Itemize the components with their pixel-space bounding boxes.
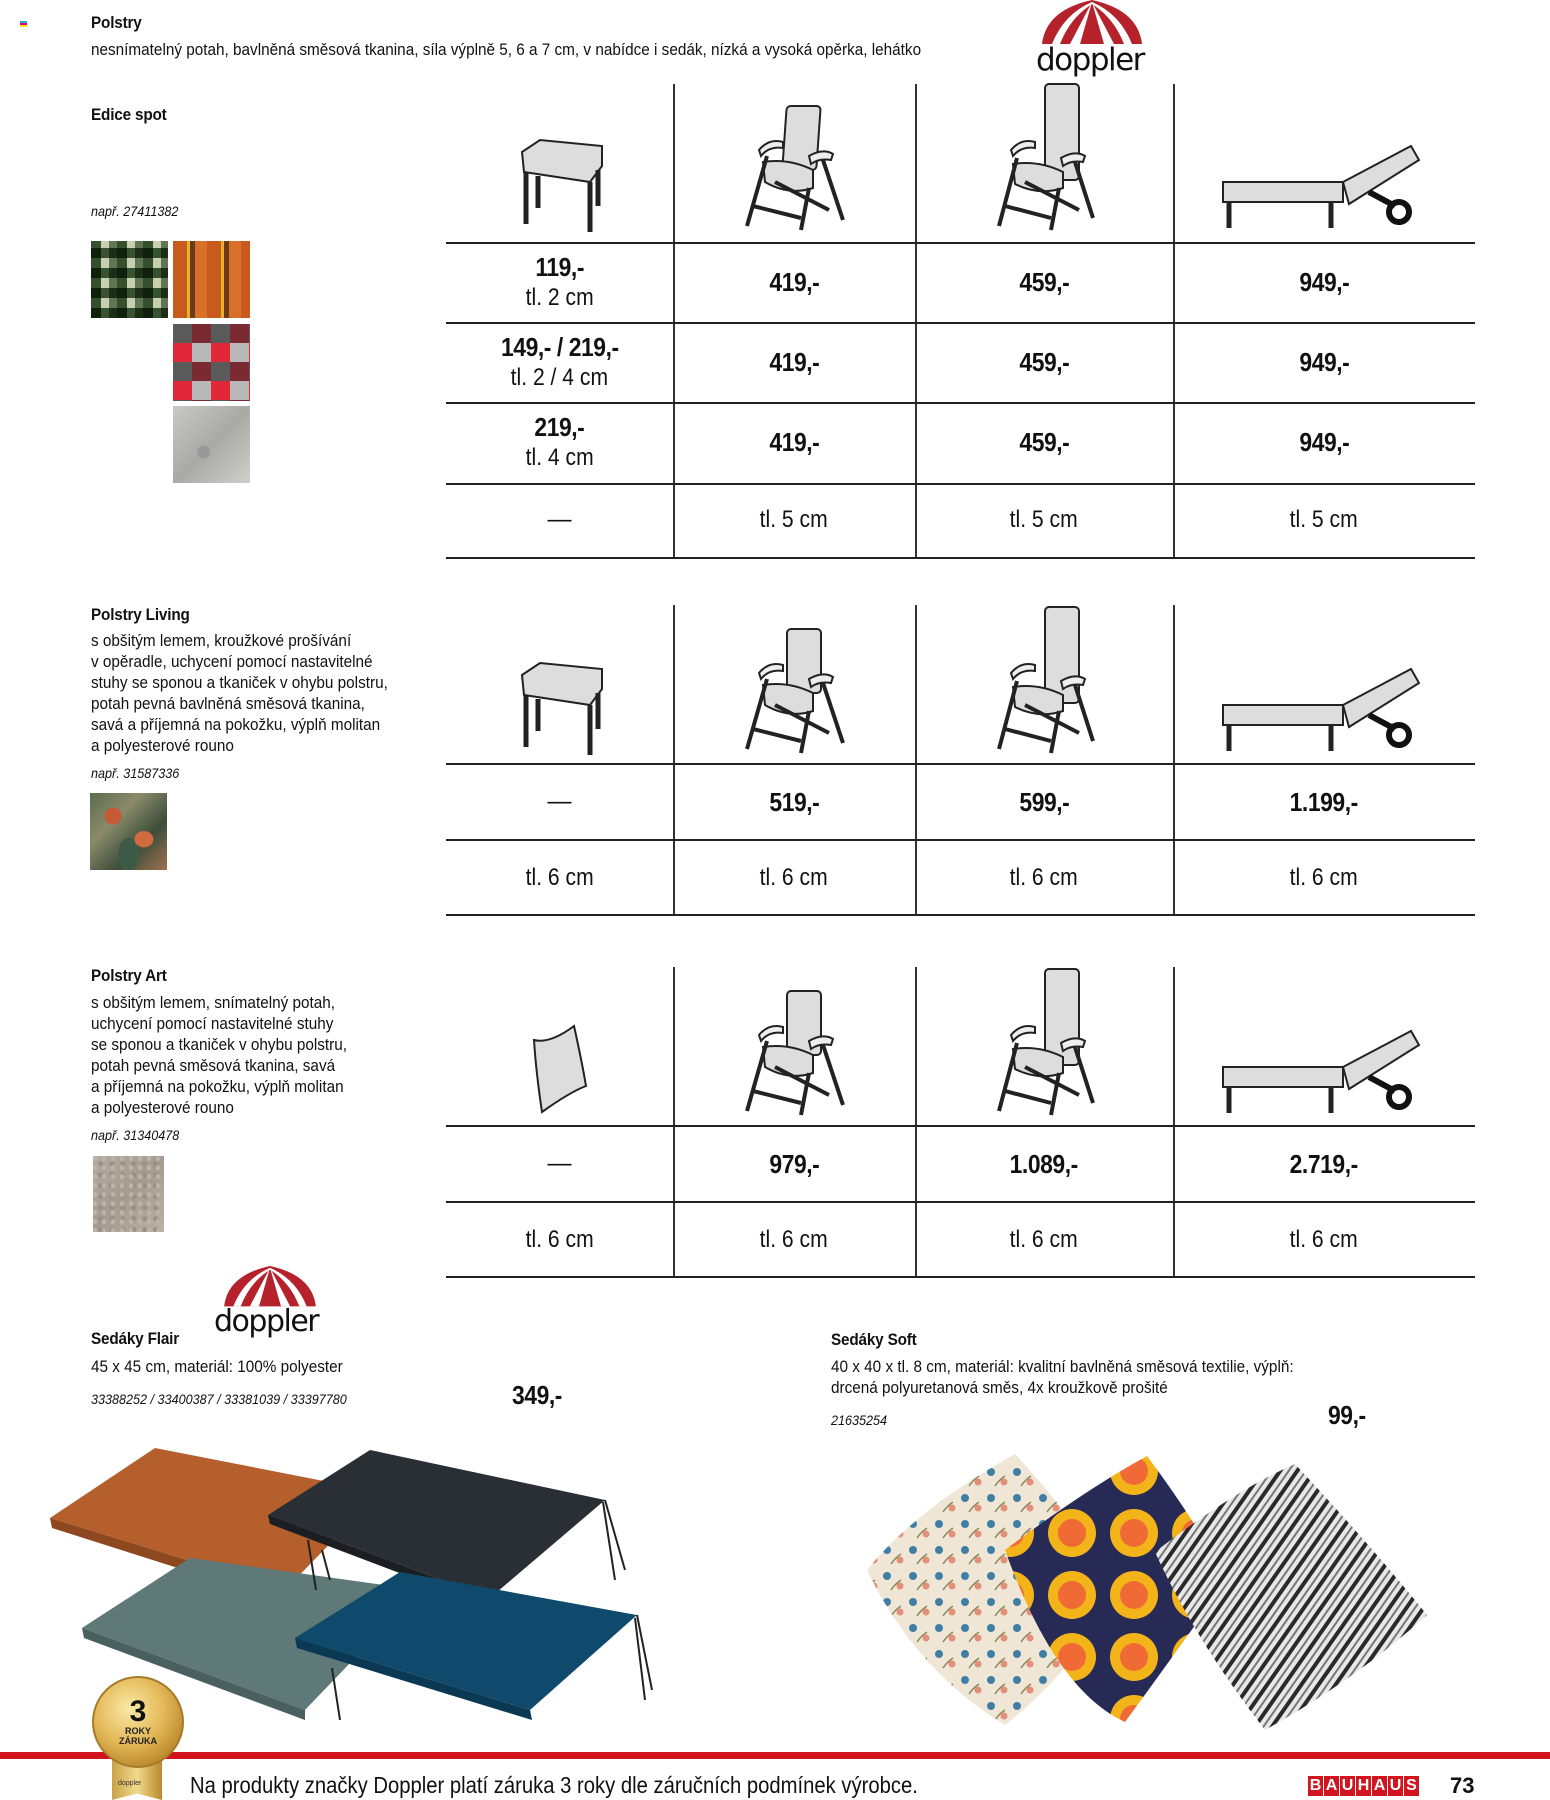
thickness: tl. 5 cm — [1289, 506, 1359, 533]
badge-number: 3 — [129, 1695, 147, 1728]
table-cell — [1173, 841, 1475, 914]
high-chair-icon — [915, 605, 1173, 755]
table-cell — [446, 841, 673, 914]
table-cell — [1173, 483, 1475, 557]
thickness: tl. 6 cm — [525, 1225, 594, 1253]
footer-accent-bar — [0, 1752, 1550, 1759]
table-cell — [915, 483, 1173, 557]
price: 519,- — [769, 786, 819, 817]
product-ref: 21635254 — [831, 1412, 888, 1428]
page-number: 73 — [1450, 1773, 1475, 1798]
table-cell — [673, 402, 915, 482]
table-cell — [915, 242, 1173, 322]
table-cell — [446, 1203, 673, 1276]
thickness: tl. 6 cm — [1289, 863, 1359, 891]
low-chair-icon — [673, 605, 915, 755]
table-cell — [915, 1127, 1173, 1201]
bauhaus-logo: B A U H A U S — [1308, 1776, 1419, 1796]
lounger-icon — [1173, 84, 1475, 232]
thickness: tl. 5 cm — [1009, 506, 1079, 533]
lounger-icon — [1173, 605, 1475, 755]
not-available: — — [547, 788, 572, 815]
print-registration-mark — [20, 21, 27, 27]
thickness: tl. 6 cm — [1289, 1225, 1359, 1253]
table-cell — [446, 242, 673, 322]
warranty-badge — [92, 1676, 184, 1800]
thickness: tl. 6 cm — [1009, 863, 1079, 891]
table-cell — [446, 765, 673, 839]
high-chair-icon — [915, 967, 1173, 1117]
low-chair-icon — [673, 967, 915, 1117]
table-cell — [446, 322, 673, 402]
warranty-note: Na produkty značky Doppler platí záruka 3 roky dle záručních podmínek výrobce. — [190, 1772, 918, 1798]
price: 599,- — [1019, 786, 1069, 817]
thickness: tl. 6 cm — [759, 1225, 829, 1253]
table-cell — [673, 483, 915, 557]
lounger-icon — [1173, 967, 1475, 1117]
table-cell — [446, 1127, 673, 1201]
low-chair-icon — [673, 84, 915, 232]
table-cell — [446, 483, 673, 557]
price: 419,- — [769, 426, 819, 457]
table-cell — [1173, 1127, 1475, 1201]
product-ref: např. 31340478 — [91, 1127, 180, 1143]
product-refs: 33388252 / 33400387 / 33381039 / 33397780 — [91, 1391, 347, 1407]
price: 949,- — [1299, 426, 1349, 457]
thickness: tl. 6 cm — [1009, 1225, 1079, 1253]
price: 149,- / 219,- — [500, 331, 619, 362]
page-title: Polstry — [91, 13, 142, 32]
price: 419,- — [769, 346, 819, 377]
badge-line1: ROKY — [124, 1726, 151, 1736]
product-title: Sedáky Flair — [91, 1329, 179, 1348]
pillow-icon — [446, 967, 673, 1117]
fabric-swatch-red-grey-check — [173, 324, 250, 401]
fabric-swatch-orange-check — [173, 241, 250, 318]
table-cell — [1173, 242, 1475, 322]
thickness: tl. 2 / 4 cm — [510, 363, 609, 391]
section-description: s obšitým lemem, snímatelný potah, uchycení pomocí nastavitelné stuhy se sponou a tkaniček v ohybu polstru, potah pevná směsová tkanina, savá a příjemná na pokožku, výplň molitan a polyesterové rouno — [91, 993, 348, 1117]
price-table-art — [446, 967, 1475, 1277]
price: 419,- — [769, 266, 819, 297]
table-cell — [673, 322, 915, 402]
table-cell — [673, 1203, 915, 1276]
stool-icon — [446, 605, 673, 755]
price: 949,- — [1299, 266, 1349, 297]
table-cell — [915, 402, 1173, 482]
price: 949,- — [1299, 346, 1349, 377]
not-available: — — [547, 1150, 572, 1177]
product-price: 99,- — [1328, 1400, 1366, 1430]
product-ref: např. 27411382 — [91, 203, 179, 219]
product-image-soft-cushions — [855, 1440, 1430, 1730]
price: 979,- — [769, 1148, 819, 1179]
product-description: 40 x 40 x tl. 8 cm, materiál: kvalitní bavlněná směsová textilie, výplň: drcená polyuretanová směs, 4x kroužkově prošité — [831, 1357, 1294, 1397]
table-cell — [446, 402, 673, 482]
fabric-swatch-grey-print — [173, 406, 250, 483]
section-title: Polstry Living — [91, 605, 190, 624]
table-cell — [1173, 765, 1475, 839]
price: 459,- — [1019, 346, 1069, 377]
not-available: — — [547, 506, 572, 533]
badge-brand: doppler — [118, 1780, 142, 1787]
price: 2.719,- — [1289, 1148, 1359, 1179]
price: 119,- — [535, 251, 584, 282]
product-price: 349,- — [512, 1380, 562, 1410]
doppler-wordmark: doppler — [1036, 42, 1144, 78]
section-title: Edice spot — [91, 105, 167, 124]
price: 459,- — [1019, 266, 1069, 297]
fabric-swatch-leaf-print — [90, 793, 167, 870]
table-cell — [673, 841, 915, 914]
badge-line2: ZÁRUKA — [119, 1736, 157, 1746]
table-cell — [915, 1203, 1173, 1276]
table-cell — [915, 765, 1173, 839]
table-cell — [673, 242, 915, 322]
stool-icon — [446, 84, 673, 232]
table-cell — [673, 1127, 915, 1201]
fabric-swatch-beige-texture — [93, 1156, 164, 1232]
doppler-logo — [1034, 0, 1150, 76]
table-cell — [1173, 1203, 1475, 1276]
section-description: s obšitým lemem, kroužkové prošívání v opěradle, uchycení pomocí nastavitelné stuhy se sponou a tkaniček v ohybu polstru, potah pevná bavlněná směsová tkanina, savá a příjemná na pokožku, výplň molitan a polyesterové rouno — [91, 631, 388, 755]
thickness: tl. 6 cm — [759, 863, 829, 891]
price: 459,- — [1019, 426, 1069, 457]
table-cell — [1173, 402, 1475, 482]
thickness: tl. 2 cm — [525, 283, 594, 311]
price: 219,- — [534, 411, 585, 442]
doppler-logo — [214, 1266, 326, 1340]
doppler-wordmark: doppler — [214, 1304, 319, 1339]
table-cell — [915, 322, 1173, 402]
fabric-swatch-green-check — [91, 241, 168, 318]
table-cell — [915, 841, 1173, 914]
price: 1.199,- — [1289, 786, 1359, 817]
page-subtitle: nesnímatelný potah, bavlněná směsová tkanina, síla výplně 5, 6 a 7 cm, v nabídce i sedák, nízká a vysoká opěrka, lehátko — [91, 40, 922, 59]
umbrella-icon — [1034, 0, 1150, 48]
product-title: Sedáky Soft — [831, 1330, 917, 1349]
thickness: tl. 6 cm — [525, 863, 594, 891]
table-cell — [1173, 322, 1475, 402]
price: 1.089,- — [1009, 1148, 1079, 1179]
thickness: tl. 5 cm — [759, 506, 829, 533]
price-table-living — [446, 605, 1475, 916]
section-title: Polstry Art — [91, 966, 167, 985]
table-cell — [673, 765, 915, 839]
product-description: 45 x 45 cm, materiál: 100% polyester — [91, 1357, 343, 1376]
product-ref: např. 31587336 — [91, 765, 180, 781]
high-chair-icon — [915, 84, 1173, 232]
thickness: tl. 4 cm — [525, 443, 594, 471]
